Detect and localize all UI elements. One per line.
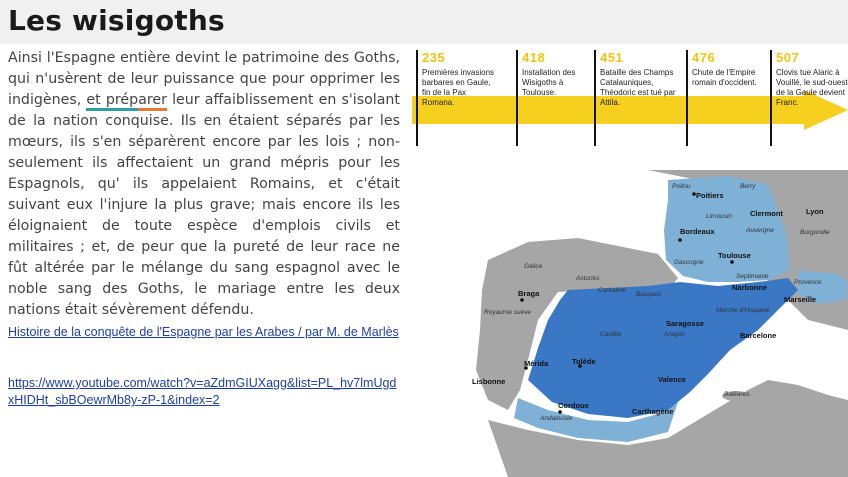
source-link-book[interactable]: Histoire de la conquête de l'Espagne par les Arabes / par M. de Marlès [8, 325, 399, 339]
highlight-orange: arer [138, 92, 167, 111]
timeline-tick [416, 50, 418, 146]
map-region-label: Andalousie [540, 415, 573, 422]
paragraph-text-before: Ainsi l'Espagne entière devint le patrimoine des Goths, qui n'usèrent de leur puissance que pour opprimer les indigènes, [8, 50, 400, 108]
page-title: Les wisigoths [8, 4, 225, 37]
timeline [412, 44, 848, 174]
visigoth-kingdom-map [468, 170, 848, 477]
map-region-label: Galice [524, 263, 543, 270]
paragraph-text-after: leur affaiblissement en s'isolant de la nation conquise. Ils en étaient séparés par les mœurs, ils s'en séparèrent encore par les lois ; non-seulement ils affectaient un grand mépris pour les Espagnols, qu' ils appelaient Romains, et c'était suivant eux l'injure la plus grave; mais encore ils les éloignaient de toute espèce d'emplois civils et militaires ; et, de peur que la pureté de leur race ne fût altérée par le mélange du sang espagnol avec le noble sang des Goths, le mariage entre les deux nations était sévèrement défendu. [8, 92, 400, 318]
map-city: Clermont [750, 209, 783, 218]
map-region-label: Asturies [576, 275, 600, 282]
map-region-label: Berry [740, 183, 756, 190]
timeline-event [692, 50, 764, 88]
timeline-event [422, 50, 496, 108]
timeline-year: 235 [422, 50, 446, 65]
map-city: Poitiers [696, 191, 724, 200]
map-region-label: Burgondie [800, 229, 830, 236]
timeline-year: 507 [776, 50, 800, 65]
map-city: Tolède [572, 357, 596, 366]
timeline-desc: Installation des Wisigoths à Toulouse. [522, 68, 576, 97]
map-city: Barcelone [740, 331, 777, 340]
map-city: Toulouse [718, 251, 751, 260]
map-region-label: Gascogne [674, 259, 704, 266]
map-city: Marseille [784, 295, 817, 304]
body-paragraph [8, 48, 400, 321]
timeline-desc: Chute de l'Empire romain d'occident. [692, 68, 757, 87]
timeline-tick [594, 50, 596, 146]
map-city: Lisbonne [472, 377, 506, 386]
map-city: Braga [518, 289, 540, 298]
timeline-tick [686, 50, 688, 146]
timeline-event [776, 50, 848, 108]
timeline-tick [770, 50, 772, 146]
map-city: Cordoue [558, 401, 589, 410]
map-city: Valence [658, 375, 686, 384]
timeline-tick [516, 50, 518, 146]
map-city: Saragosse [666, 319, 704, 328]
timeline-desc: Premières invasions barbares en Gaule, fin de la Pax Romana. [422, 68, 495, 107]
map-region-label: Basques [636, 291, 662, 298]
map-region-label: Auvergne [746, 227, 774, 234]
map-city: Lyon [806, 207, 824, 216]
map-region-label: Limousin [706, 213, 733, 220]
map-region-label: Marche d'Hispanie [716, 307, 770, 314]
map-region-label: Septimanie [736, 273, 769, 280]
timeline-event [600, 50, 678, 108]
map-svg [468, 170, 848, 477]
map-region-label: Provence [794, 279, 822, 286]
map-city: Bordeaux [680, 227, 715, 236]
timeline-year: 476 [692, 50, 716, 65]
map-region-label: Royaume suève [484, 309, 531, 316]
map-city: Narbonne [732, 283, 768, 292]
source-link-youtube[interactable]: https://www.youtube.com/watch?v=aZdmGIUXagg&list=PL_hv7lmUgdxHIDHt_sbBOewrMb8y-zP-1&index=2 [8, 376, 397, 407]
map-region-label: Baléares [724, 391, 750, 398]
timeline-event [522, 50, 588, 98]
timeline-year: 451 [600, 50, 624, 65]
map-region-label: Cantabrie [598, 287, 627, 294]
timeline-desc: Bataille des Champs Catalauniques, Théodoric est tué par Attila. [600, 68, 676, 107]
map-city: Carthagène [632, 407, 674, 416]
timeline-year: 418 [522, 50, 546, 65]
map-city: Mérida [524, 359, 549, 368]
map-region-label: Poitou [672, 183, 691, 190]
highlight-teal: et prép [86, 92, 138, 111]
map-region-label: Castille [600, 331, 622, 338]
map-region-label: Aragon [664, 331, 685, 338]
timeline-desc: Clovis tue Alaric à Vouillé, le sud-ouest de la Gaule devient Franc. [776, 68, 848, 107]
